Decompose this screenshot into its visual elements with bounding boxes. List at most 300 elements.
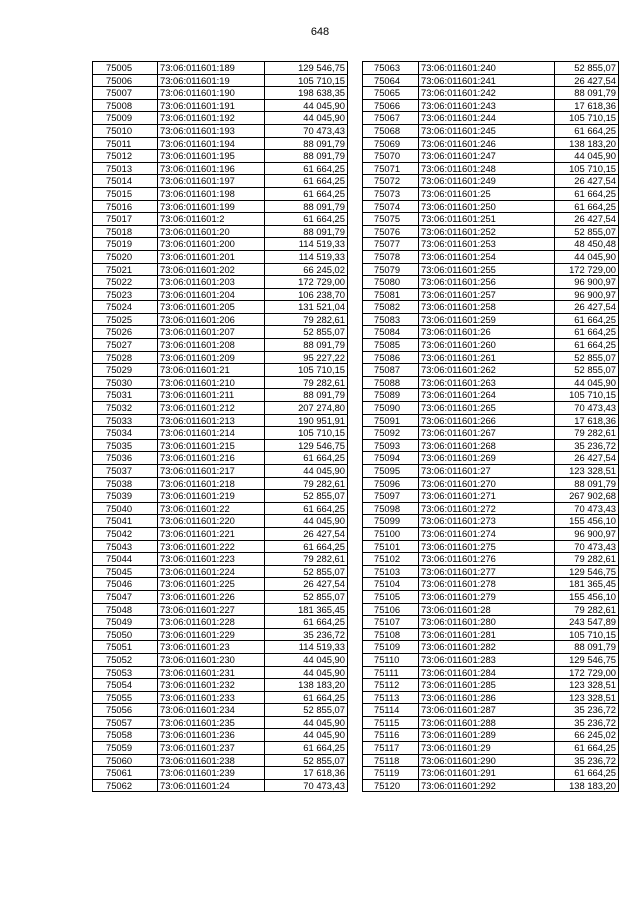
row-number-cell: 75103 bbox=[363, 565, 419, 578]
value-cell: 26 427,54 bbox=[265, 527, 348, 540]
row-number-cell: 75049 bbox=[93, 616, 158, 629]
cadastral-number-cell: 73:06:011601:275 bbox=[419, 540, 555, 553]
value-cell: 26 427,54 bbox=[265, 578, 348, 591]
table-row bbox=[363, 62, 619, 75]
table-row bbox=[363, 779, 619, 792]
row-number-cell: 75041 bbox=[93, 515, 158, 528]
cadastral-number-cell: 73:06:011601:285 bbox=[419, 679, 555, 692]
row-number-cell: 75078 bbox=[363, 250, 419, 263]
table-row bbox=[93, 641, 348, 654]
row-number-cell: 75061 bbox=[93, 767, 158, 780]
row-number-cell: 75006 bbox=[93, 74, 158, 87]
row-number-cell: 75060 bbox=[93, 754, 158, 767]
value-cell: 52 855,07 bbox=[265, 565, 348, 578]
table-row bbox=[93, 578, 348, 591]
row-number-cell: 75050 bbox=[93, 628, 158, 641]
row-number-cell: 75065 bbox=[363, 87, 419, 100]
cadastral-number-cell: 73:06:011601:203 bbox=[158, 276, 265, 289]
row-number-cell: 75092 bbox=[363, 427, 419, 440]
table-row bbox=[93, 666, 348, 679]
value-cell: 26 427,54 bbox=[555, 452, 619, 465]
cadastral-number-cell: 73:06:011601:201 bbox=[158, 250, 265, 263]
value-cell: 190 951,91 bbox=[265, 414, 348, 427]
cadastral-number-cell: 73:06:011601:218 bbox=[158, 477, 265, 490]
cadastral-number-cell: 73:06:011601:253 bbox=[419, 238, 555, 251]
row-number-cell: 75056 bbox=[93, 704, 158, 717]
row-number-cell: 75008 bbox=[93, 99, 158, 112]
value-cell: 52 855,07 bbox=[555, 364, 619, 377]
value-cell: 61 664,25 bbox=[555, 742, 619, 755]
table-row bbox=[363, 87, 619, 100]
table-row bbox=[93, 477, 348, 490]
value-cell: 267 902,68 bbox=[555, 490, 619, 503]
table-row bbox=[93, 351, 348, 364]
cadastral-number-cell: 73:06:011601:233 bbox=[158, 691, 265, 704]
table-row bbox=[363, 339, 619, 352]
cadastral-number-cell: 73:06:011601:193 bbox=[158, 124, 265, 137]
value-cell: 88 091,79 bbox=[265, 137, 348, 150]
cadastral-number-cell: 73:06:011601:222 bbox=[158, 540, 265, 553]
cadastral-number-cell: 73:06:011601:215 bbox=[158, 439, 265, 452]
row-number-cell: 75102 bbox=[363, 553, 419, 566]
table-row bbox=[93, 553, 348, 566]
row-number-cell: 75073 bbox=[363, 187, 419, 200]
value-cell: 172 729,00 bbox=[555, 263, 619, 276]
row-number-cell: 75072 bbox=[363, 175, 419, 188]
cadastral-number-cell: 73:06:011601:290 bbox=[419, 754, 555, 767]
cadastral-number-cell: 73:06:011601:213 bbox=[158, 414, 265, 427]
value-cell: 95 227,22 bbox=[265, 351, 348, 364]
cadastral-number-cell: 73:06:011601:217 bbox=[158, 465, 265, 478]
value-cell: 52 855,07 bbox=[265, 754, 348, 767]
row-number-cell: 75023 bbox=[93, 288, 158, 301]
cadastral-number-cell: 73:06:011601:292 bbox=[419, 779, 555, 792]
cadastral-number-cell: 73:06:011601:27 bbox=[419, 465, 555, 478]
registry-table-right bbox=[362, 61, 619, 792]
table-row bbox=[363, 742, 619, 755]
value-cell: 17 618,36 bbox=[265, 767, 348, 780]
value-cell: 70 473,43 bbox=[555, 540, 619, 553]
cadastral-number-cell: 73:06:011601:284 bbox=[419, 666, 555, 679]
row-number-cell: 75079 bbox=[363, 263, 419, 276]
row-number-cell: 75113 bbox=[363, 691, 419, 704]
cadastral-number-cell: 73:06:011601:291 bbox=[419, 767, 555, 780]
cadastral-number-cell: 73:06:011601:261 bbox=[419, 351, 555, 364]
table-row bbox=[93, 616, 348, 629]
value-cell: 44 045,90 bbox=[265, 716, 348, 729]
row-number-cell: 75040 bbox=[93, 502, 158, 515]
value-cell: 88 091,79 bbox=[265, 339, 348, 352]
cadastral-number-cell: 73:06:011601:214 bbox=[158, 427, 265, 440]
value-cell: 61 664,25 bbox=[265, 162, 348, 175]
value-cell: 123 328,51 bbox=[555, 679, 619, 692]
row-number-cell: 75086 bbox=[363, 351, 419, 364]
cadastral-number-cell: 73:06:011601:212 bbox=[158, 402, 265, 415]
table-row bbox=[363, 502, 619, 515]
row-number-cell: 75028 bbox=[93, 351, 158, 364]
table-row bbox=[363, 490, 619, 503]
row-number-cell: 75117 bbox=[363, 742, 419, 755]
row-number-cell: 75025 bbox=[93, 313, 158, 326]
row-number-cell: 75115 bbox=[363, 716, 419, 729]
value-cell: 61 664,25 bbox=[555, 313, 619, 326]
value-cell: 96 900,97 bbox=[555, 276, 619, 289]
table-row bbox=[93, 326, 348, 339]
row-number-cell: 75013 bbox=[93, 162, 158, 175]
row-number-cell: 75110 bbox=[363, 653, 419, 666]
row-number-cell: 75043 bbox=[93, 540, 158, 553]
cadastral-number-cell: 73:06:011601:223 bbox=[158, 553, 265, 566]
value-cell: 35 236,72 bbox=[265, 628, 348, 641]
row-number-cell: 75098 bbox=[363, 502, 419, 515]
cadastral-number-cell: 73:06:011601:204 bbox=[158, 288, 265, 301]
row-number-cell: 75087 bbox=[363, 364, 419, 377]
row-number-cell: 75083 bbox=[363, 313, 419, 326]
value-cell: 26 427,54 bbox=[555, 301, 619, 314]
cadastral-number-cell: 73:06:011601:249 bbox=[419, 175, 555, 188]
row-number-cell: 75051 bbox=[93, 641, 158, 654]
row-number-cell: 75111 bbox=[363, 666, 419, 679]
cadastral-number-cell: 73:06:011601:198 bbox=[158, 187, 265, 200]
row-number-cell: 75042 bbox=[93, 527, 158, 540]
value-cell: 181 365,45 bbox=[555, 578, 619, 591]
row-number-cell: 75038 bbox=[93, 477, 158, 490]
table-row bbox=[363, 99, 619, 112]
value-cell: 138 183,20 bbox=[555, 137, 619, 150]
table-row bbox=[363, 288, 619, 301]
table-row bbox=[93, 276, 348, 289]
cadastral-number-cell: 73:06:011601:282 bbox=[419, 641, 555, 654]
value-cell: 79 282,61 bbox=[265, 376, 348, 389]
table-row bbox=[93, 87, 348, 100]
cadastral-number-cell: 73:06:011601:195 bbox=[158, 150, 265, 163]
value-cell: 44 045,90 bbox=[555, 150, 619, 163]
table-row bbox=[363, 590, 619, 603]
cadastral-number-cell: 73:06:011601:197 bbox=[158, 175, 265, 188]
table-row bbox=[93, 527, 348, 540]
row-number-cell: 75017 bbox=[93, 213, 158, 226]
value-cell: 88 091,79 bbox=[265, 389, 348, 402]
value-cell: 105 710,15 bbox=[555, 112, 619, 125]
table-row bbox=[93, 263, 348, 276]
cadastral-number-cell: 73:06:011601:220 bbox=[158, 515, 265, 528]
row-number-cell: 75108 bbox=[363, 628, 419, 641]
table-row bbox=[93, 704, 348, 717]
row-number-cell: 75094 bbox=[363, 452, 419, 465]
table-row bbox=[363, 527, 619, 540]
value-cell: 79 282,61 bbox=[265, 313, 348, 326]
value-cell: 52 855,07 bbox=[265, 590, 348, 603]
value-cell: 52 855,07 bbox=[265, 490, 348, 503]
value-cell: 114 519,33 bbox=[265, 641, 348, 654]
cadastral-number-cell: 73:06:011601:225 bbox=[158, 578, 265, 591]
table-row bbox=[363, 376, 619, 389]
value-cell: 17 618,36 bbox=[555, 414, 619, 427]
cadastral-number-cell: 73:06:011601:256 bbox=[419, 276, 555, 289]
cadastral-number-cell: 73:06:011601:199 bbox=[158, 200, 265, 213]
value-cell: 138 183,20 bbox=[555, 779, 619, 792]
row-number-cell: 75036 bbox=[93, 452, 158, 465]
table-row bbox=[93, 150, 348, 163]
row-number-cell: 75054 bbox=[93, 679, 158, 692]
value-cell: 138 183,20 bbox=[265, 679, 348, 692]
table-row bbox=[363, 439, 619, 452]
table-row bbox=[363, 553, 619, 566]
value-cell: 44 045,90 bbox=[265, 515, 348, 528]
cadastral-number-cell: 73:06:011601:206 bbox=[158, 313, 265, 326]
cadastral-number-cell: 73:06:011601:264 bbox=[419, 389, 555, 402]
cadastral-number-cell: 73:06:011601:252 bbox=[419, 225, 555, 238]
row-number-cell: 75035 bbox=[93, 439, 158, 452]
row-number-cell: 75037 bbox=[93, 465, 158, 478]
table-row bbox=[93, 490, 348, 503]
row-number-cell: 75048 bbox=[93, 603, 158, 616]
cadastral-number-cell: 73:06:011601:234 bbox=[158, 704, 265, 717]
value-cell: 70 473,43 bbox=[265, 124, 348, 137]
cadastral-number-cell: 73:06:011601:219 bbox=[158, 490, 265, 503]
value-cell: 88 091,79 bbox=[555, 477, 619, 490]
row-number-cell: 75022 bbox=[93, 276, 158, 289]
table-row bbox=[93, 376, 348, 389]
value-cell: 88 091,79 bbox=[555, 641, 619, 654]
cadastral-number-cell: 73:06:011601:255 bbox=[419, 263, 555, 276]
cadastral-number-cell: 73:06:011601:236 bbox=[158, 729, 265, 742]
table-row bbox=[93, 62, 348, 75]
table-row bbox=[93, 74, 348, 87]
value-cell: 44 045,90 bbox=[265, 112, 348, 125]
value-cell: 105 710,15 bbox=[265, 74, 348, 87]
table-row bbox=[93, 414, 348, 427]
table-row bbox=[363, 137, 619, 150]
value-cell: 35 236,72 bbox=[555, 704, 619, 717]
cadastral-number-cell: 73:06:011601:262 bbox=[419, 364, 555, 377]
value-cell: 79 282,61 bbox=[265, 477, 348, 490]
value-cell: 61 664,25 bbox=[555, 124, 619, 137]
table-row bbox=[363, 679, 619, 692]
value-cell: 17 618,36 bbox=[555, 99, 619, 112]
cadastral-number-cell: 73:06:011601:271 bbox=[419, 490, 555, 503]
row-number-cell: 75104 bbox=[363, 578, 419, 591]
cadastral-number-cell: 73:06:011601:28 bbox=[419, 603, 555, 616]
row-number-cell: 75106 bbox=[363, 603, 419, 616]
value-cell: 105 710,15 bbox=[265, 427, 348, 440]
value-cell: 129 546,75 bbox=[555, 565, 619, 578]
table-row bbox=[363, 250, 619, 263]
value-cell: 61 664,25 bbox=[265, 616, 348, 629]
value-cell: 44 045,90 bbox=[265, 666, 348, 679]
row-number-cell: 75076 bbox=[363, 225, 419, 238]
table-row bbox=[93, 465, 348, 478]
table-row bbox=[363, 666, 619, 679]
cadastral-number-cell: 73:06:011601:227 bbox=[158, 603, 265, 616]
row-number-cell: 75068 bbox=[363, 124, 419, 137]
value-cell: 61 664,25 bbox=[555, 339, 619, 352]
value-cell: 52 855,07 bbox=[265, 326, 348, 339]
cadastral-number-cell: 73:06:011601:288 bbox=[419, 716, 555, 729]
row-number-cell: 75107 bbox=[363, 616, 419, 629]
cadastral-number-cell: 73:06:011601:191 bbox=[158, 99, 265, 112]
row-number-cell: 75101 bbox=[363, 540, 419, 553]
table-row bbox=[363, 112, 619, 125]
row-number-cell: 75005 bbox=[93, 62, 158, 75]
cadastral-number-cell: 73:06:011601:263 bbox=[419, 376, 555, 389]
value-cell: 105 710,15 bbox=[555, 162, 619, 175]
value-cell: 105 710,15 bbox=[555, 628, 619, 641]
table-row bbox=[93, 187, 348, 200]
table-row bbox=[363, 276, 619, 289]
table-row bbox=[363, 402, 619, 415]
row-number-cell: 75057 bbox=[93, 716, 158, 729]
table-row bbox=[93, 402, 348, 415]
value-cell: 129 546,75 bbox=[265, 62, 348, 75]
table-row bbox=[363, 641, 619, 654]
table-row bbox=[363, 716, 619, 729]
row-number-cell: 75018 bbox=[93, 225, 158, 238]
cadastral-number-cell: 73:06:011601:267 bbox=[419, 427, 555, 440]
value-cell: 79 282,61 bbox=[265, 553, 348, 566]
row-number-cell: 75067 bbox=[363, 112, 419, 125]
table-row bbox=[93, 540, 348, 553]
table-row bbox=[363, 175, 619, 188]
value-cell: 243 547,89 bbox=[555, 616, 619, 629]
cadastral-number-cell: 73:06:011601:269 bbox=[419, 452, 555, 465]
cadastral-number-cell: 73:06:011601:270 bbox=[419, 477, 555, 490]
value-cell: 61 664,25 bbox=[265, 540, 348, 553]
row-number-cell: 75016 bbox=[93, 200, 158, 213]
cadastral-number-cell: 73:06:011601:23 bbox=[158, 641, 265, 654]
table-row bbox=[363, 313, 619, 326]
value-cell: 26 427,54 bbox=[555, 74, 619, 87]
value-cell: 88 091,79 bbox=[265, 150, 348, 163]
table-row bbox=[363, 603, 619, 616]
cadastral-number-cell: 73:06:011601:240 bbox=[419, 62, 555, 75]
row-number-cell: 75031 bbox=[93, 389, 158, 402]
table-row bbox=[93, 313, 348, 326]
value-cell: 61 664,25 bbox=[265, 187, 348, 200]
row-number-cell: 75012 bbox=[93, 150, 158, 163]
table-row bbox=[93, 99, 348, 112]
cadastral-number-cell: 73:06:011601:2 bbox=[158, 213, 265, 226]
cadastral-number-cell: 73:06:011601:216 bbox=[158, 452, 265, 465]
page-number: 648 bbox=[310, 26, 330, 38]
table-row bbox=[363, 691, 619, 704]
value-cell: 52 855,07 bbox=[555, 351, 619, 364]
table-row bbox=[363, 704, 619, 717]
row-number-cell: 75074 bbox=[363, 200, 419, 213]
cadastral-number-cell: 73:06:011601:273 bbox=[419, 515, 555, 528]
value-cell: 79 282,61 bbox=[555, 553, 619, 566]
value-cell: 79 282,61 bbox=[555, 603, 619, 616]
value-cell: 48 450,48 bbox=[555, 238, 619, 251]
table-row bbox=[93, 628, 348, 641]
table-row bbox=[363, 301, 619, 314]
cadastral-number-cell: 73:06:011601:272 bbox=[419, 502, 555, 515]
row-number-cell: 75118 bbox=[363, 754, 419, 767]
table-row bbox=[93, 225, 348, 238]
value-cell: 52 855,07 bbox=[265, 704, 348, 717]
table-row bbox=[93, 603, 348, 616]
cadastral-number-cell: 73:06:011601:274 bbox=[419, 527, 555, 540]
cadastral-number-cell: 73:06:011601:190 bbox=[158, 87, 265, 100]
cadastral-number-cell: 73:06:011601:19 bbox=[158, 74, 265, 87]
value-cell: 61 664,25 bbox=[265, 175, 348, 188]
row-number-cell: 75062 bbox=[93, 779, 158, 792]
cadastral-number-cell: 73:06:011601:230 bbox=[158, 653, 265, 666]
cadastral-number-cell: 73:06:011601:205 bbox=[158, 301, 265, 314]
cadastral-number-cell: 73:06:011601:248 bbox=[419, 162, 555, 175]
cadastral-number-cell: 73:06:011601:238 bbox=[158, 754, 265, 767]
table-row bbox=[363, 754, 619, 767]
row-number-cell: 75070 bbox=[363, 150, 419, 163]
cadastral-number-cell: 73:06:011601:224 bbox=[158, 565, 265, 578]
table-row bbox=[363, 238, 619, 251]
table-row bbox=[93, 767, 348, 780]
row-number-cell: 75085 bbox=[363, 339, 419, 352]
cadastral-number-cell: 73:06:011601:283 bbox=[419, 653, 555, 666]
row-number-cell: 75097 bbox=[363, 490, 419, 503]
row-number-cell: 75053 bbox=[93, 666, 158, 679]
table-row bbox=[363, 263, 619, 276]
row-number-cell: 75119 bbox=[363, 767, 419, 780]
table-row bbox=[363, 225, 619, 238]
row-number-cell: 75024 bbox=[93, 301, 158, 314]
table-row bbox=[363, 364, 619, 377]
table-row bbox=[363, 326, 619, 339]
row-number-cell: 75075 bbox=[363, 213, 419, 226]
cadastral-number-cell: 73:06:011601:278 bbox=[419, 578, 555, 591]
value-cell: 88 091,79 bbox=[555, 87, 619, 100]
row-number-cell: 75077 bbox=[363, 238, 419, 251]
table-row bbox=[93, 565, 348, 578]
table-row bbox=[363, 452, 619, 465]
table-row bbox=[93, 213, 348, 226]
cadastral-number-cell: 73:06:011601:208 bbox=[158, 339, 265, 352]
cadastral-number-cell: 73:06:011601:266 bbox=[419, 414, 555, 427]
value-cell: 44 045,90 bbox=[555, 376, 619, 389]
cadastral-number-cell: 73:06:011601:245 bbox=[419, 124, 555, 137]
table-row bbox=[93, 389, 348, 402]
table-row bbox=[363, 616, 619, 629]
cadastral-number-cell: 73:06:011601:24 bbox=[158, 779, 265, 792]
row-number-cell: 75052 bbox=[93, 653, 158, 666]
row-number-cell: 75082 bbox=[363, 301, 419, 314]
row-number-cell: 75020 bbox=[93, 250, 158, 263]
row-number-cell: 75009 bbox=[93, 112, 158, 125]
row-number-cell: 75033 bbox=[93, 414, 158, 427]
row-number-cell: 75010 bbox=[93, 124, 158, 137]
table-row bbox=[363, 578, 619, 591]
value-cell: 52 855,07 bbox=[555, 62, 619, 75]
value-cell: 61 664,25 bbox=[265, 452, 348, 465]
value-cell: 155 456,10 bbox=[555, 590, 619, 603]
row-number-cell: 75116 bbox=[363, 729, 419, 742]
table-row bbox=[93, 162, 348, 175]
value-cell: 105 710,15 bbox=[555, 389, 619, 402]
value-cell: 198 638,35 bbox=[265, 87, 348, 100]
row-number-cell: 75099 bbox=[363, 515, 419, 528]
cadastral-number-cell: 73:06:011601:237 bbox=[158, 742, 265, 755]
table-row bbox=[93, 301, 348, 314]
table-row bbox=[93, 679, 348, 692]
value-cell: 52 855,07 bbox=[555, 225, 619, 238]
value-cell: 88 091,79 bbox=[265, 225, 348, 238]
value-cell: 207 274,80 bbox=[265, 402, 348, 415]
cadastral-number-cell: 73:06:011601:22 bbox=[158, 502, 265, 515]
row-number-cell: 75015 bbox=[93, 187, 158, 200]
table-row bbox=[363, 515, 619, 528]
value-cell: 66 245,02 bbox=[555, 729, 619, 742]
cadastral-number-cell: 73:06:011601:192 bbox=[158, 112, 265, 125]
